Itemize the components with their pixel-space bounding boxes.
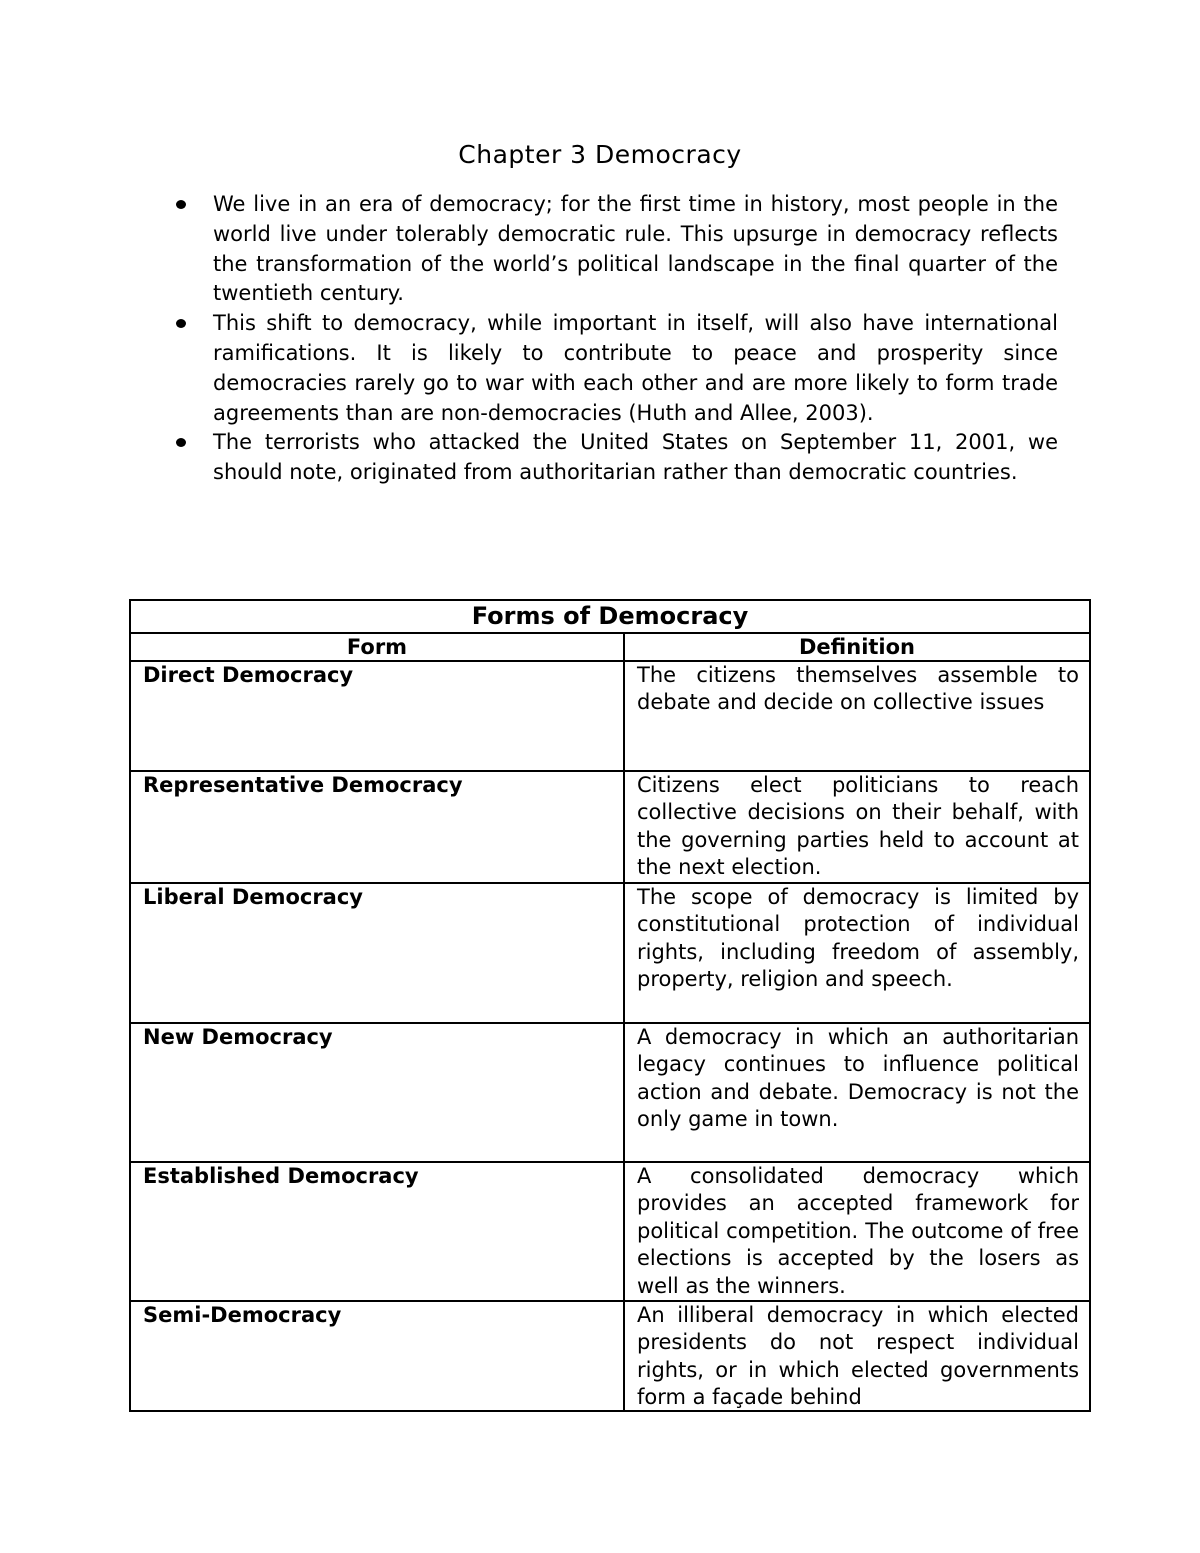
form-cell: Representative Democracy	[130, 771, 624, 883]
definition-cell: The citizens themselves assemble to debate and decide on collective issues	[624, 661, 1090, 771]
bullet-text: The terrorists who attacked the United States on September 11, 2001, we should note, originated from authoritarian rather than democratic countries.	[213, 430, 1058, 485]
bullet-text: We live in an era of democracy; for the first time in history, most people in the world live under tolerably democratic rule. This upsurge in democracy reflects the transformation of the world’s political landscape in the final quarter of the twentieth century.	[213, 192, 1058, 306]
table-row	[130, 661, 1090, 771]
table-row	[130, 1162, 1090, 1301]
form-cell: Established Democracy	[130, 1162, 624, 1301]
form-cell: Direct Democracy	[130, 661, 624, 771]
bullet-icon	[176, 200, 186, 209]
table-row	[130, 1023, 1090, 1162]
list-item	[170, 309, 1058, 428]
form-cell: Liberal Democracy	[130, 883, 624, 1023]
list-item	[170, 190, 1058, 309]
form-cell: Semi-Democracy	[130, 1301, 624, 1411]
page-title: Chapter 3 Democracy	[458, 140, 742, 169]
definition-cell: Citizens elect politicians to reach collective decisions on their behalf, with the governing parties held to account at the next election.	[624, 771, 1090, 883]
table-row	[130, 771, 1090, 883]
bullet-icon	[176, 438, 186, 447]
definition-text: An illiberal democracy in which elected presidents do not respect individual rights, or in which elected governments form a façade behind	[637, 1303, 1080, 1409]
definition-cell	[624, 1301, 1090, 1411]
form-cell: New Democracy	[130, 1023, 624, 1162]
column-header-form: Form	[130, 633, 624, 661]
table-caption: Forms of Democracy	[130, 600, 1090, 633]
bullet-text: This shift to democracy, while important in itself, will also have international ramifications. It is likely to contribute to peace and prosperity since democracies rarely go to war with each other and are more likely to form trade agreements than are non-democracies (Huth and Allee, 2003).	[213, 311, 1058, 425]
bullet-list	[170, 190, 1058, 488]
definition-cell: A democracy in which an authoritarian legacy continues to influence political action and debate. Democracy is not the only game in town.	[624, 1023, 1090, 1162]
column-header-definition: Definition	[624, 633, 1090, 661]
table-row	[130, 883, 1090, 1023]
list-item	[170, 428, 1058, 488]
bullet-icon	[176, 319, 186, 328]
forms-of-democracy-table	[129, 599, 1091, 1412]
table-row	[130, 1301, 1090, 1411]
definition-cell: A consolidated democracy which provides an accepted framework for political competition. The outcome of free elections is accepted by the losers as well as the winners.	[624, 1162, 1090, 1301]
definition-cell: The scope of democracy is limited by constitutional protection of individual rights, including freedom of assembly, property, religion and speech.	[624, 883, 1090, 1023]
